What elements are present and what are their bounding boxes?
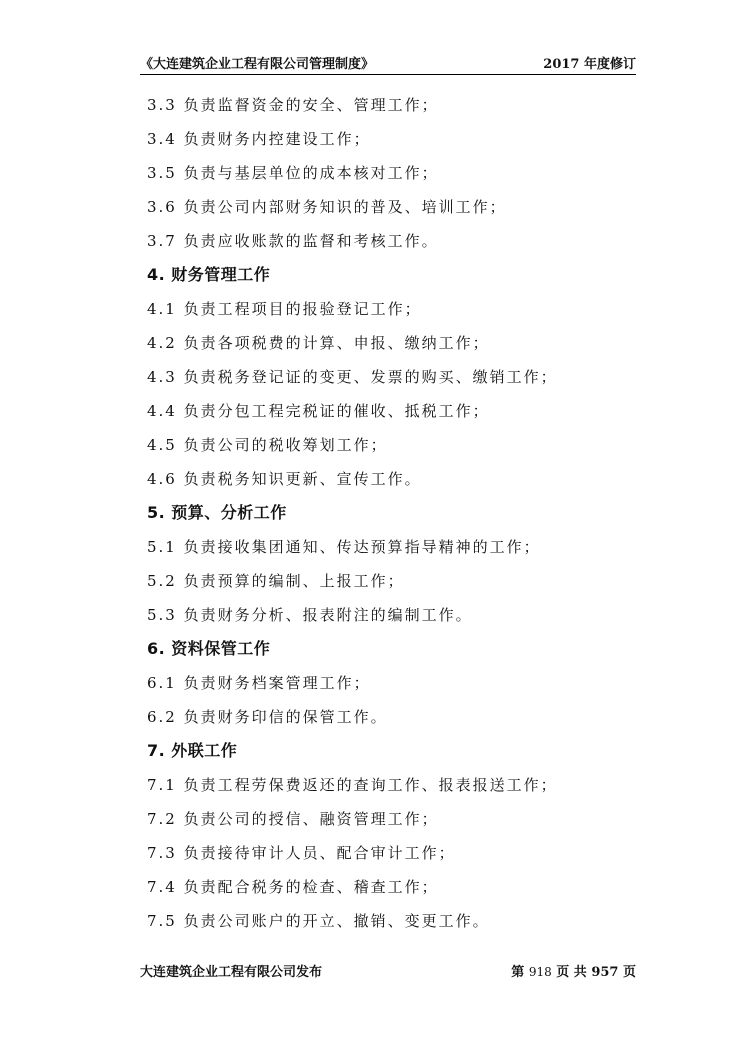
revision-label: 2017 年度修订 [543, 57, 636, 72]
page-footer [140, 960, 636, 980]
list-item: 3.4 负责财务内控建设工作； [147, 130, 371, 148]
section-heading-6: 6. 资料保管工作 [147, 639, 271, 658]
page-number [511, 961, 636, 980]
page-current: 918 [528, 964, 552, 979]
list-item: 7.5 负责公司账户的开立、撤销、变更工作。 [147, 912, 490, 930]
list-item: 4.4 负责分包工程完税证的催收、抵税工作； [147, 402, 490, 420]
list-item: 7.3 负责接待审计人员、配合审计工作； [147, 844, 456, 862]
page-total: 957 [591, 964, 619, 980]
list-item: 4.5 负责公司的税收筹划工作； [147, 436, 388, 454]
list-item: 5.2 负责预算的编制、上报工作； [147, 572, 405, 590]
list-item: 4.1 负责工程项目的报验登记工作； [147, 300, 422, 318]
section-heading-5: 5. 预算、分析工作 [147, 503, 287, 522]
list-item: 7.4 负责配合税务的检查、稽查工作； [147, 878, 439, 896]
section-heading-7: 7. 外联工作 [147, 741, 238, 760]
list-item: 4.2 负责各项税费的计算、申报、缴纳工作； [147, 334, 490, 352]
page-content [147, 88, 627, 938]
list-item: 3.7 负责应收账款的监督和考核工作。 [147, 232, 439, 250]
list-item: 6.1 负责财务档案管理工作； [147, 674, 371, 692]
list-item: 5.1 负责接收集团通知、传达预算指导精神的工作； [147, 538, 541, 556]
section-heading-4: 4. 财务管理工作 [147, 265, 271, 284]
page-prefix: 第 [511, 964, 525, 980]
list-item: 4.6 负责税务知识更新、宣传工作。 [147, 470, 422, 488]
document-title: 《大连建筑企业工程有限公司管理制度》 [140, 57, 375, 72]
list-item: 5.3 负责财务分析、报表附注的编制工作。 [147, 606, 473, 624]
page-header [140, 52, 636, 75]
list-item: 4.3 负责税务登记证的变更、发票的购买、缴销工作； [147, 368, 558, 386]
list-item: 6.2 负责财务印信的保管工作。 [147, 708, 388, 726]
publisher-label: 大连建筑企业工程有限公司发布 [140, 964, 323, 980]
list-item: 3.6 负责公司内部财务知识的普及、培训工作； [147, 198, 507, 216]
list-item: 7.2 负责公司的授信、融资管理工作； [147, 810, 439, 828]
list-item: 3.5 负责与基层单位的成本核对工作； [147, 164, 439, 182]
list-item: 7.1 负责工程劳保费返还的查询工作、报表报送工作； [147, 776, 558, 794]
list-item: 3.3 负责监督资金的安全、管理工作； [147, 96, 439, 114]
page-suffix: 页 [622, 964, 636, 980]
page-middle: 页 共 [556, 964, 587, 980]
